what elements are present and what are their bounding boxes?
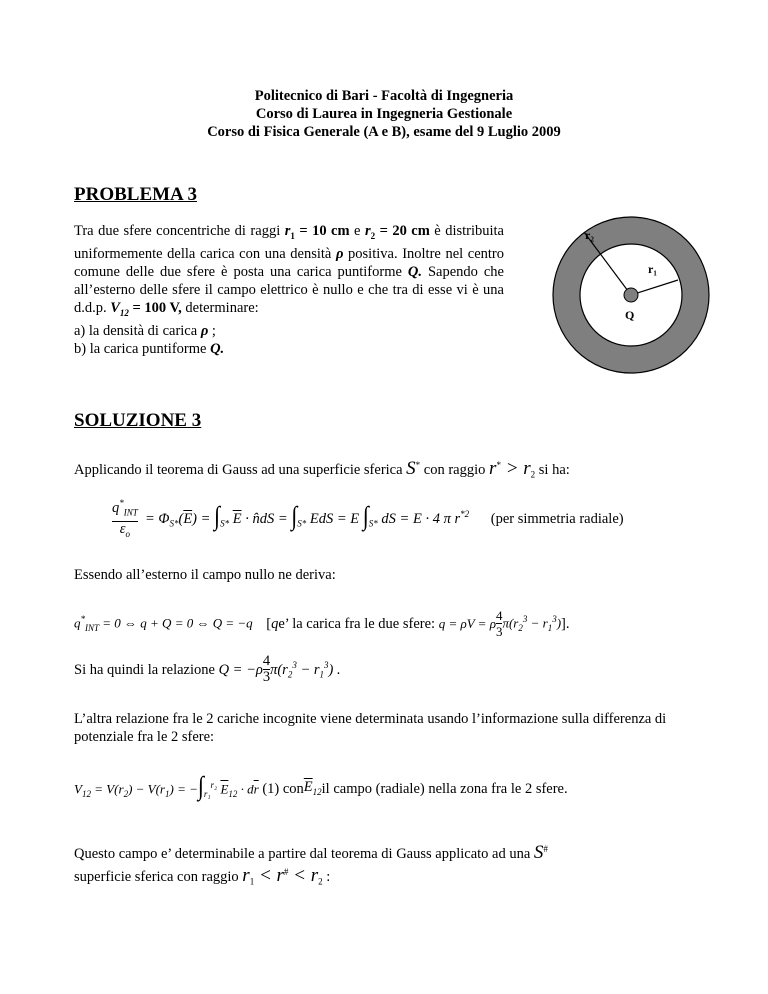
solution-paragraph-5: Questo campo e’ determinabile a partire dal teorema di Gauss applicato ad una S# superficie sferica con raggio $r_1 < r^{\#} < r_2$ : (74, 841, 548, 887)
problem-text: Tra due sfere concentriche di raggi $r_1 = 10$ cm e $r_2 = 20$ cm è distribuita uniformemente della carica con una densità ρ positiva. Inoltre nel centro comune delle due sfere è posta una carica puntiforme Q. Sapendo che all’esterno delle sfere il campo elettrico è nullo e che tra di esse vi è una d.d.p. $V_{12} = 100$ V, determinare: a) la densità di carica ρ ; b) la carica puntiforme Q. (74, 223, 504, 357)
item-b: b) la carica puntiforme (74, 340, 211, 357)
point-charge (624, 288, 638, 302)
equation-gauss: $\frac{q^*_{INT}}{\varepsilon_o}$ = $\Phi_{S*}(\overline{E}) = \int_{S*}$ $\overline{E}$ · n̂dS = $\int_{S*}$ EdS = E $\int_{S*}$ dS = E · 4 π $r^{*2}$ (per simmetria radiale) (112, 498, 624, 539)
solution-paragraph-1: Applicando il teorema di Gauss ad una superficie sferica S* con raggio $r^* > r_2$ si ha: (74, 457, 570, 480)
label-Q: Q (625, 308, 635, 322)
item-a: a) la densità di carica (74, 322, 201, 339)
label-r1: r₁ (648, 262, 657, 276)
header-line-3: Corso di Fisica Generale (A e B), esame del 9 Luglio 2009 (207, 124, 561, 140)
equation-potential: $V_{12} = V(r_2) - V(r_1) = -\int_{r_1}^{r_2}$ $\overline{E}_{12} \cdot d\overline{r}$ (1) $con\overline{E}_{12}il$ campo (radiale) nella zona fra le 2 sfere. (74, 770, 568, 801)
header-line-2: Corso di Laurea in Ingegneria Gestionale (255, 106, 513, 122)
solution-paragraph-3: Si ha quindi la relazione Q = −ρ $\frac{4}{3}$ $\pi(r_2^3 - r_1^3)$ . (74, 653, 341, 685)
label-r2: r₂ (585, 228, 594, 242)
problem-title: PROBLEMA 3 (74, 184, 197, 205)
solution-title: SOLUZIONE 3 (74, 410, 202, 431)
header-line-1: Politecnico di Bari - Facoltà di Ingegneria (254, 88, 514, 104)
solution-paragraph-2: Essendo all’esterno il campo nullo ne deriva: (74, 567, 336, 583)
equation-charge: $q^*_{INT} = 0$ ⇔ q + Q = 0 ⇔ Q = −q [qe’ la carica fra le due sfere: q = ρV = ρ $\frac{4}{3}$ $\pi(r_2^3 - r_1^3)$]. (74, 608, 570, 639)
concentric-spheres-figure (535, 216, 727, 388)
solution-paragraph-4: L’altra relazione fra le 2 cariche incognite viene determinata usando l’informazione sulla differenza di potenziale fra le 2 sfere: (74, 711, 667, 745)
